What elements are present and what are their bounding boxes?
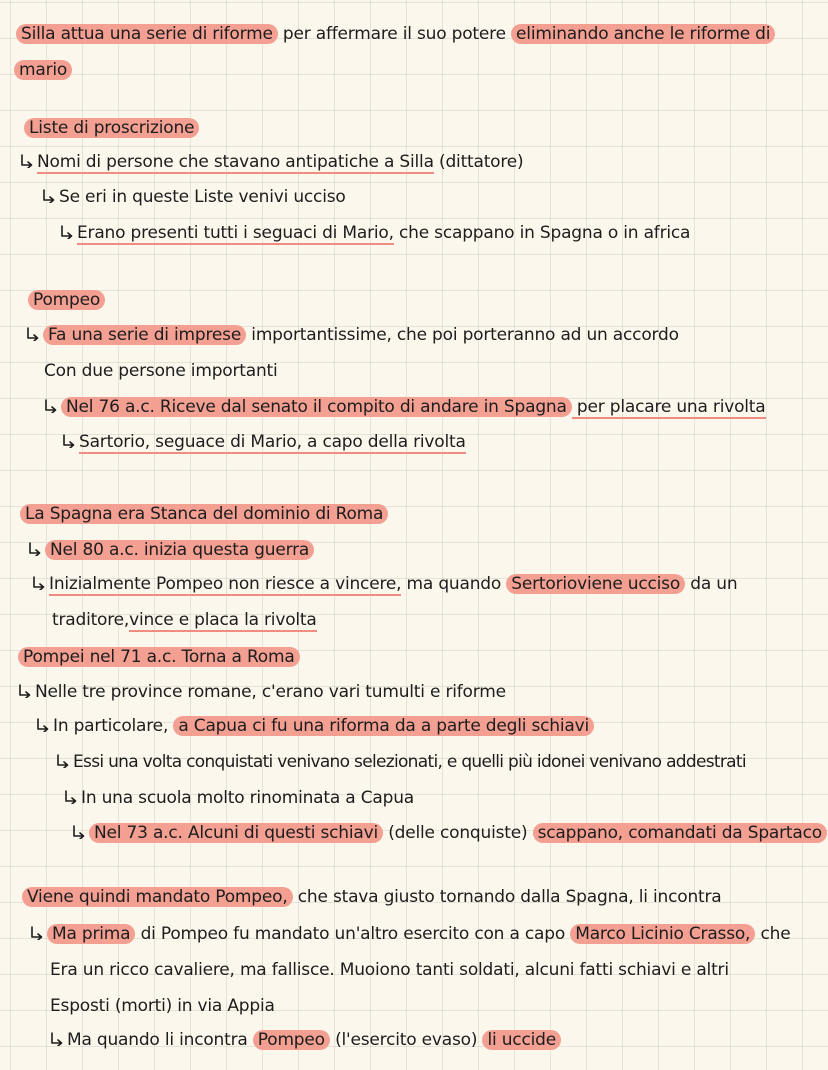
text-line — [50, 958, 729, 982]
text-line — [50, 1028, 561, 1052]
text: traditore, — [52, 610, 130, 630]
highlight: Viene quindi mandato Pompeo, — [22, 887, 293, 907]
text: che — [755, 924, 791, 944]
arrow-icon — [20, 154, 36, 168]
highlight: scappano, comandati da Spartaco — [533, 823, 827, 843]
section-heading — [28, 288, 105, 312]
text-line — [62, 430, 466, 454]
highlight: Nel 73 a.c. Alcuni di questi schiavi — [89, 823, 383, 843]
text: (l'esercito evaso) — [329, 1030, 483, 1050]
arrow-icon — [62, 434, 78, 448]
underlined-text: vince e placa la rivolta — [129, 610, 317, 630]
highlight: Pompeo — [253, 1030, 330, 1050]
text: che scappano in Spagna o in africa — [393, 223, 691, 243]
underlined-text: per placare una rivolta — [571, 397, 766, 417]
highlight: Pompeo — [28, 290, 105, 310]
text-line — [60, 221, 690, 245]
text-line — [16, 22, 775, 46]
text: Se eri in queste Liste venivi ucciso — [59, 187, 346, 207]
highlight: Sertorioviene ucciso — [506, 574, 685, 594]
highlight: a Capua ci fu una riforma da a parte degli schiavi — [173, 716, 594, 736]
text: Era un ricco cavaliere, ma fallisce. Muoiono tanti soldati, alcuni fatti schiavi e altri — [50, 960, 729, 980]
text: (dittatore) — [433, 152, 524, 172]
text-line — [42, 185, 346, 209]
text-line — [56, 750, 746, 774]
text: Esposti (morti) in via Appia — [50, 996, 275, 1016]
section-heading — [20, 502, 388, 526]
highlight: Fa una serie di imprese — [43, 325, 246, 345]
highlight: mario — [14, 60, 72, 80]
text-line — [28, 538, 314, 562]
text-line — [52, 608, 317, 632]
highlight: Liste di proscrizione — [24, 118, 199, 138]
highlight: Silla attua una serie di riforme — [16, 24, 278, 44]
text: Essi una volta conquistati venivano selezionati, e quelli più idonei venivano addestrati — [73, 752, 746, 772]
text: per affermare il suo potere — [277, 24, 512, 44]
arrow-icon — [64, 790, 80, 804]
text: Ma quando li incontra — [67, 1030, 253, 1050]
text-line — [26, 323, 679, 347]
text: Nelle tre province romane, c'erano vari tumulti e riforme — [35, 682, 506, 702]
arrow-icon — [18, 684, 34, 698]
text-line — [72, 821, 827, 845]
text-line — [20, 150, 524, 174]
text: In particolare, — [53, 716, 174, 736]
text: da un — [685, 574, 738, 594]
arrow-icon — [42, 189, 58, 203]
text: che stava giusto tornando dalla Spagna, li incontra — [292, 887, 722, 907]
text: di Pompeo fu mandato un'altro esercito con a capo — [135, 924, 571, 944]
arrow-icon — [28, 542, 44, 556]
highlight: li uccide — [482, 1030, 561, 1050]
highlight: eliminando anche le riforme di — [511, 24, 775, 44]
highlight: Ma prima — [47, 924, 135, 944]
underlined-text: Erano presenti tutti i seguaci di Mario, — [77, 223, 394, 243]
highlight: Nel 76 a.c. Riceve dal senato il compito di andare in Spagna — [61, 397, 572, 417]
arrow-icon — [32, 576, 48, 590]
arrow-icon — [30, 926, 46, 940]
arrow-icon — [50, 1032, 66, 1046]
highlight: Marco Licinio Crasso, — [570, 924, 755, 944]
text: Con due persone importanti — [44, 361, 278, 381]
text: (delle conquiste) — [382, 823, 533, 843]
arrow-icon — [72, 825, 88, 839]
text: In una scuola molto rinominata a Capua — [81, 788, 414, 808]
text-line — [22, 885, 722, 909]
text-line — [64, 786, 414, 810]
underlined-text: Sartorio, seguace di Mario, a capo della rivolta — [79, 432, 466, 452]
arrow-icon — [26, 327, 42, 341]
underlined-text: Nomi di persone che stavano antipatiche a Silla — [37, 152, 434, 172]
highlight: Pompei nel 71 a.c. Torna a Roma — [18, 647, 300, 667]
text-line — [18, 680, 506, 704]
arrow-icon — [36, 718, 52, 732]
text-line — [44, 395, 766, 419]
text-line — [36, 714, 594, 738]
text: ma quando — [401, 574, 507, 594]
section-heading — [24, 116, 199, 140]
section-heading — [18, 645, 300, 669]
underlined-text: Inizialmente Pompeo non riesce a vincere, — [49, 574, 402, 594]
text-line — [14, 58, 72, 82]
text-line — [44, 359, 278, 383]
text-line — [30, 922, 790, 946]
arrow-icon — [44, 399, 60, 413]
text-line — [32, 572, 737, 596]
highlight: Nel 80 a.c. inizia questa guerra — [45, 540, 314, 560]
arrow-icon — [56, 754, 72, 768]
text: importantissime, che poi porteranno ad un accordo — [246, 325, 679, 345]
highlight: La Spagna era Stanca del dominio di Roma — [20, 504, 388, 524]
text-line — [50, 994, 275, 1018]
arrow-icon — [60, 225, 76, 239]
